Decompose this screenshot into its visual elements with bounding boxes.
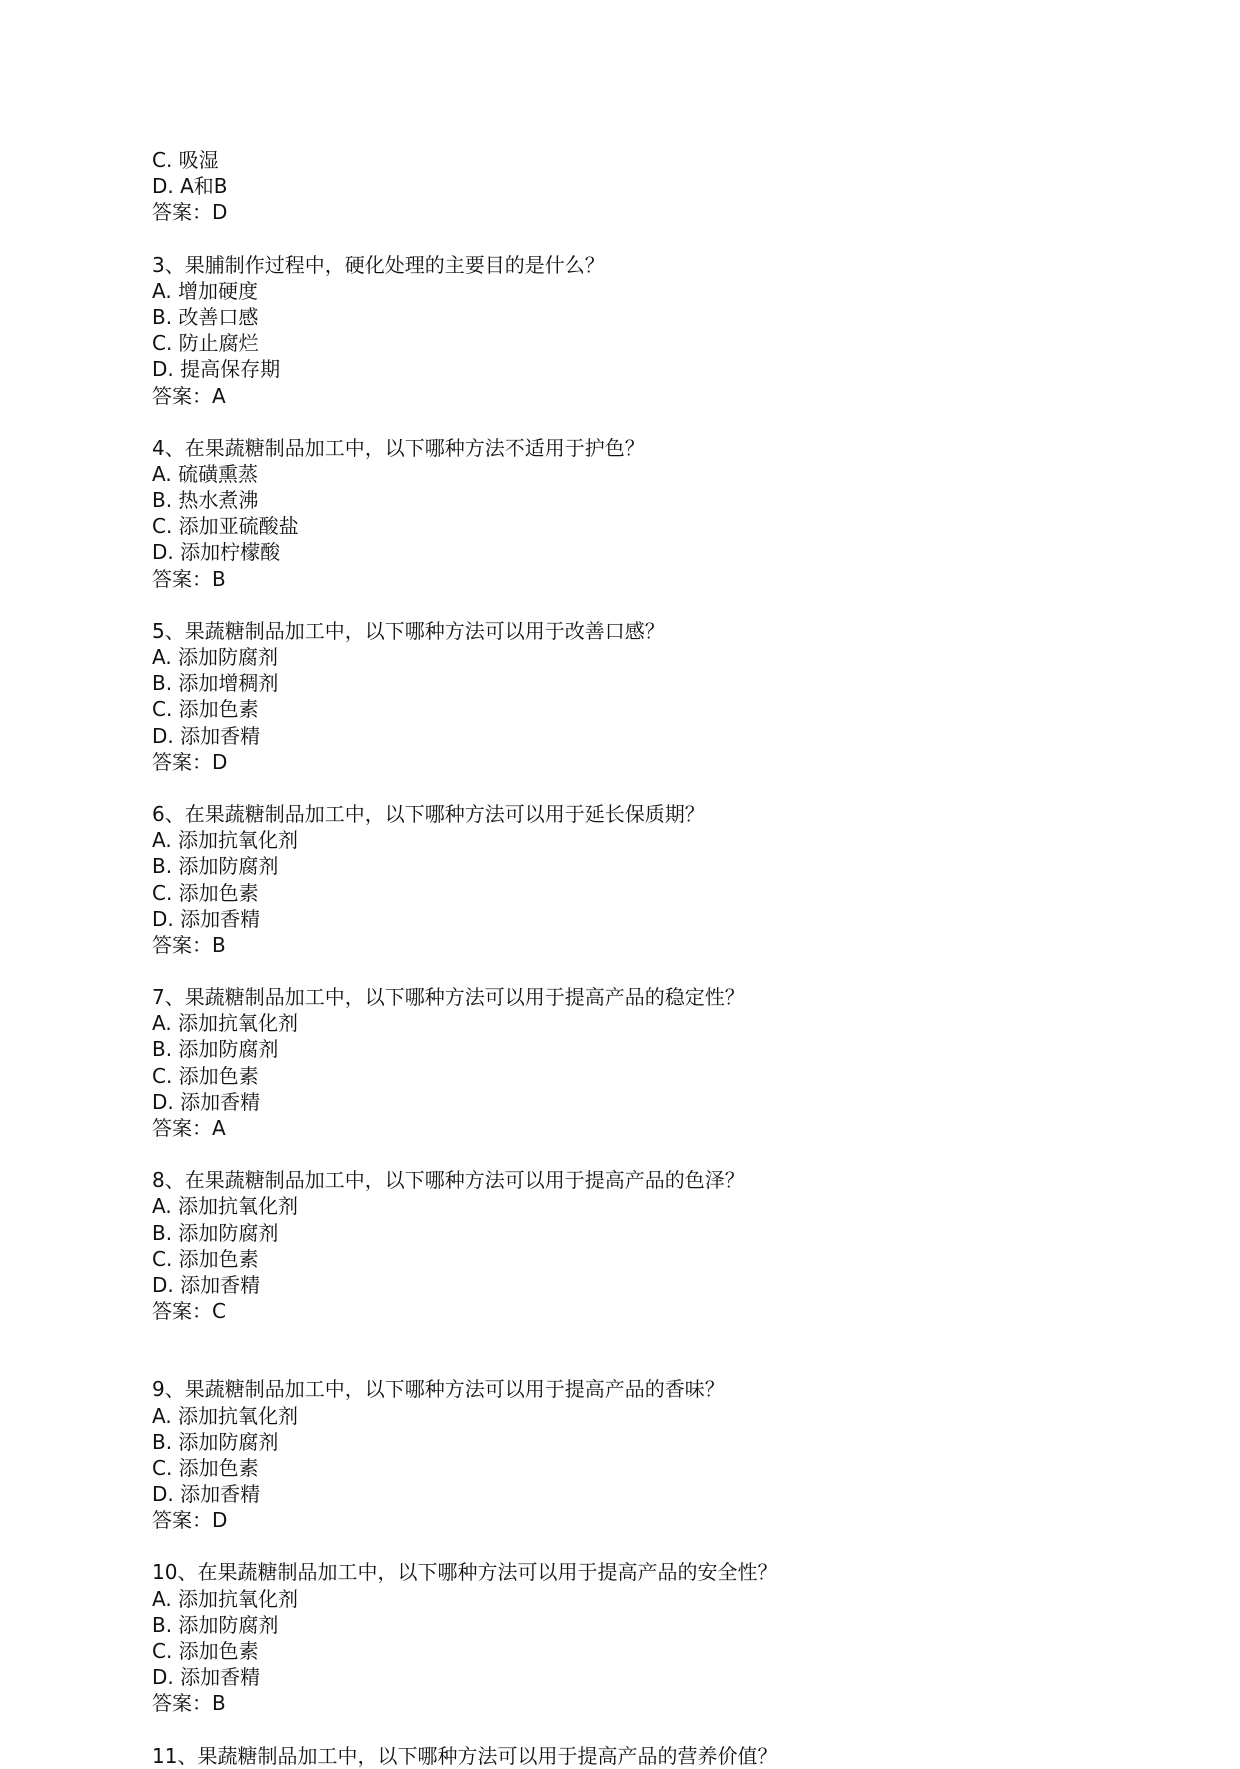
option-c: C. 添加色素 bbox=[152, 1246, 259, 1271]
answer: 答案：B bbox=[152, 1691, 226, 1716]
option-a: A. 添加抗氧化剂 bbox=[152, 828, 299, 853]
option-c: C. 添加色素 bbox=[152, 1063, 259, 1088]
question-block bbox=[152, 1559, 1152, 1716]
option-b: B. 添加防腐剂 bbox=[152, 1429, 279, 1454]
option-c: C. 添加色素 bbox=[152, 697, 259, 722]
question-text: 7、果蔬糖制品加工中，以下哪种方法可以用于提高产品的稳定性？ bbox=[152, 985, 745, 1010]
answer: 答案：D bbox=[152, 749, 228, 774]
answer: 答案：A bbox=[152, 383, 226, 408]
option-d: D. 添加香精 bbox=[152, 1272, 261, 1297]
option-b: B. 添加防腐剂 bbox=[152, 1037, 279, 1062]
question-text: 5、果蔬糖制品加工中，以下哪种方法可以用于改善口感？ bbox=[152, 618, 665, 643]
question-block bbox=[152, 801, 1152, 958]
spacer bbox=[152, 1533, 1152, 1559]
question-block bbox=[152, 984, 1152, 1141]
option-d: D. 提高保存期 bbox=[152, 357, 281, 382]
option-c: C. 吸湿 bbox=[152, 148, 219, 172]
option-d: D. 添加香精 bbox=[152, 1482, 261, 1507]
spacer bbox=[152, 1324, 1152, 1376]
answer: 答案：D bbox=[152, 200, 228, 225]
option-b: B. 添加增稠剂 bbox=[152, 671, 279, 696]
question-text: 6、在果蔬糖制品加工中，以下哪种方法可以用于延长保质期？ bbox=[152, 801, 705, 826]
option-a: A. 添加抗氧化剂 bbox=[152, 1011, 299, 1036]
option-a: A. 硫磺熏蒸 bbox=[152, 461, 259, 486]
question-text: 3、果脯制作过程中，硬化处理的主要目的是什么？ bbox=[152, 252, 605, 277]
question-block bbox=[152, 1167, 1152, 1324]
option-b: B. 添加防腐剂 bbox=[152, 1220, 279, 1245]
question-text: 10、在果蔬糖制品加工中，以下哪种方法可以用于提高产品的安全性？ bbox=[152, 1560, 778, 1585]
option-c: C. 添加亚硫酸盐 bbox=[152, 514, 299, 539]
option-d: D. 添加香精 bbox=[152, 1665, 261, 1690]
question-text: 8、在果蔬糖制品加工中，以下哪种方法可以用于提高产品的色泽？ bbox=[152, 1168, 745, 1193]
option-c: C. 防止腐烂 bbox=[152, 331, 259, 356]
question-block bbox=[152, 1743, 1152, 1769]
question-block bbox=[152, 252, 1152, 409]
option-b: B. 改善口感 bbox=[152, 304, 259, 329]
spacer bbox=[152, 226, 1152, 252]
option-a: A. 增加硬度 bbox=[152, 278, 259, 303]
option-d: D. A和B bbox=[152, 174, 228, 199]
option-b: B. 添加防腐剂 bbox=[152, 1612, 279, 1637]
option-a: A. 添加防腐剂 bbox=[152, 645, 279, 669]
option-a: A. 添加抗氧化剂 bbox=[152, 1586, 299, 1611]
answer: 答案：B bbox=[152, 566, 226, 591]
option-d: D. 添加香精 bbox=[152, 906, 261, 931]
option-d: D. 添加香精 bbox=[152, 723, 261, 748]
question-text: 11、果蔬糖制品加工中，以下哪种方法可以用于提高产品的营养价值？ bbox=[152, 1743, 778, 1768]
answer: 答案：B bbox=[152, 932, 226, 957]
document-page bbox=[152, 147, 1152, 1769]
option-b: B. 热水煮沸 bbox=[152, 488, 259, 513]
question-block bbox=[152, 618, 1152, 775]
option-c: C. 添加色素 bbox=[152, 880, 259, 905]
spacer bbox=[152, 1141, 1152, 1167]
option-a: A. 添加抗氧化剂 bbox=[152, 1194, 299, 1219]
question-2-continuation bbox=[152, 147, 1152, 226]
option-b: B. 添加防腐剂 bbox=[152, 854, 279, 879]
option-d: D. 添加香精 bbox=[152, 1089, 261, 1114]
question-block bbox=[152, 1376, 1152, 1533]
spacer bbox=[152, 958, 1152, 984]
option-a: A. 添加抗氧化剂 bbox=[152, 1403, 299, 1428]
spacer bbox=[152, 592, 1152, 618]
answer: 答案：D bbox=[152, 1508, 228, 1533]
answer: 答案：C bbox=[152, 1299, 226, 1324]
question-text: 9、果蔬糖制品加工中，以下哪种方法可以用于提高产品的香味？ bbox=[152, 1377, 725, 1402]
spacer bbox=[152, 409, 1152, 435]
answer: 答案：A bbox=[152, 1116, 226, 1140]
option-d: D. 添加柠檬酸 bbox=[152, 540, 281, 565]
option-c: C. 添加色素 bbox=[152, 1455, 259, 1480]
question-text: 4、在果蔬糖制品加工中，以下哪种方法不适用于护色？ bbox=[152, 435, 645, 460]
spacer bbox=[152, 775, 1152, 801]
spacer bbox=[152, 1717, 1152, 1743]
option-c: C. 添加色素 bbox=[152, 1639, 259, 1663]
question-block bbox=[152, 435, 1152, 592]
